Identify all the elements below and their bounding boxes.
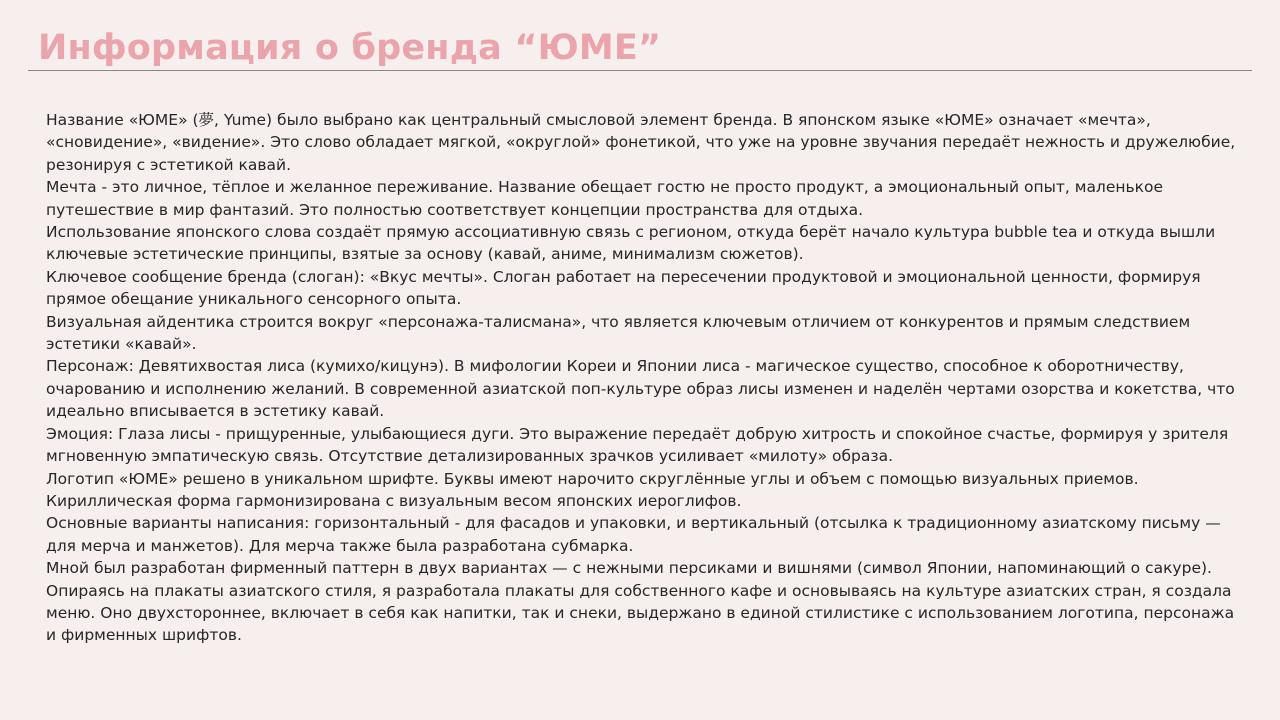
paragraph-japanese-word: Использование японского слова создаёт прямую ассоциативную связь с регионом, откуда берёт начало культура bubble tea и откуда вышли ключевые эстетические принципы, взятые за основу (кавай, аниме, минимализм сюжетов). — [46, 223, 1216, 264]
slide-body — [46, 109, 1236, 647]
paragraph-visual-identity: Визуальная айдентика строится вокруг «персонажа-талисмана», что является ключевым отличием от конкурентов и прямым следствием эстетики «кавай». — [46, 312, 1191, 354]
paragraph-logo-variants: Основные варианты написания: горизонтальный - для фасадов и упаковки, и вертикальный (отсылка к традиционному азиатскому письму — для мерча и манжетов). Для мерча также была разработана субмарка. — [46, 514, 1221, 555]
paragraph-emotion: Эмоция: Глаза лисы - прищуренные, улыбающиеся дуги. Это выражение передаёт добрую хитрость и спокойное счастье, формируя у зрителя мгновенную эмпатическую связь. Отсутствие детализированных зрачков усиливает «милоту» образа. — [46, 424, 1229, 466]
paragraph-pattern: Мной был разработан фирменный паттерн в двух вариантах — с нежными персиками и вишнями (символ Японии, напоминающий о сакуре). — [46, 559, 1212, 578]
page-title: Информация о бренда “ЮМЕ” — [38, 28, 662, 68]
paragraph-brand-name: Название «ЮМЕ» (夢, Yume) было выбрано как центральный смысловой элемент бренда. В японском языке «ЮМЕ» означает «мечта», «сновидение», «видение». Это слово обладает мягкой, «округлой» фонетикой, что уже на уровне звучания передаёт нежность и дружелюбие, резонируя с эстетикой кавай. — [46, 111, 1236, 174]
paragraph-dream-meaning: Мечта - это личное, тёплое и желанное переживание. Название обещает гостю не просто продукт, а эмоциональный опыт, маленькое путешествие в мир фантазий. Это полностью соответствует концепции пространства для отдыха. — [46, 178, 1164, 219]
paragraph-character: Персонаж: Девятихвостая лиса (кумихо/кицунэ). В мифологии Кореи и Японии лиса - магическое существо, способное к оборотничеству, очарованию и исполнению желаний. В современной азиатской поп-культуре образ лисы изменен и наделён чертами озорства и кокетства, что идеально вписывается в эстетику кавай. — [46, 357, 1235, 421]
paragraph-slogan: Ключевое сообщение бренда (слоган): «Вкус мечты». Слоган работает на пересечении продуктовой и эмоциональной ценности, формируя прямое обещание уникального сенсорного опыта. — [46, 267, 1201, 309]
paragraph-logo: Логотип «ЮМЕ» решено в уникальном шрифте. Буквы имеют нарочито скруглённые углы и объем с помощью визуальных приемов. Кириллическая форма гармонизирована с визуальным весом японских иероглифов. — [46, 469, 1139, 510]
paragraph-posters-menu: Опираясь на плакаты азиатского стиля, я разработала плакаты для собственного кафе и основываясь на культуре азиатских стран, я создала меню. Оно двухстороннее, включает в себя как напитки, так и снеки, выдержано в единой стилистике с использованием логотипа, персонажа и фирменных шрифтов. — [46, 581, 1235, 645]
title-divider — [28, 70, 1252, 71]
